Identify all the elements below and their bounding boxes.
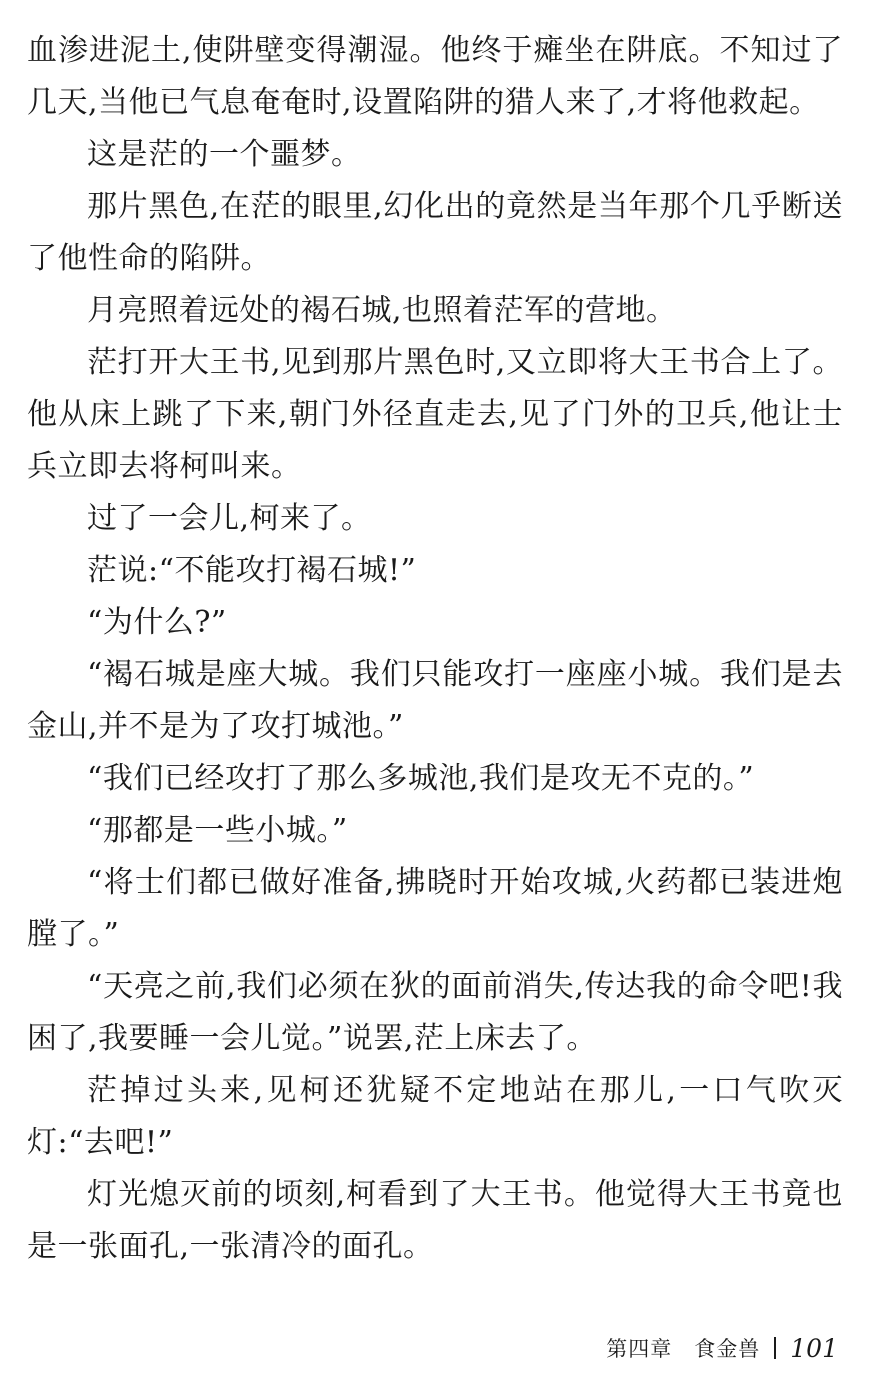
page-number: 101 xyxy=(790,1333,838,1363)
paragraph: “为什么?” xyxy=(87,605,227,640)
paragraph: “将士们都已做好准备,拂晓时开始攻城,火药都已装进炮膛了。” xyxy=(27,865,843,952)
paragraph: 那片黑色,在茫的眼里,幻化出的竟然是当年那个几乎断送了他性命的陷阱。 xyxy=(27,189,843,276)
paragraph: 茫打开大王书,见到那片黑色时,又立即将大王书合上了。他从床上跳了下来,朝门外径直走去,见了门外的卫兵,他让士兵立即去将柯叫来。 xyxy=(27,345,843,484)
paragraph: 这是茫的一个噩梦。 xyxy=(87,137,362,172)
paragraph: 茫掉过头来,见柯还犹疑不定地站在那儿,一口气吹灭灯:“去吧!” xyxy=(27,1073,843,1160)
paragraph: 灯光熄灭前的顷刻,柯看到了大王书。他觉得大王书竟也是一张面孔,一张清冷的面孔。 xyxy=(27,1177,843,1264)
paragraph: “我们已经攻打了那么多城池,我们是攻无不克的。” xyxy=(87,761,755,796)
paragraph: “褐石城是座大城。我们只能攻打一座座小城。我们是去金山,并不是为了攻打城池。” xyxy=(27,657,843,744)
paragraph: “天亮之前,我们必须在狄的面前消失,传达我的命令吧!我困了,我要睡一会儿觉。”说罢,茫上床去了。 xyxy=(27,969,843,1056)
paragraph: 茫说:“不能攻打褐石城!” xyxy=(87,553,417,588)
page-body xyxy=(27,25,843,1273)
paragraph: 过了一会儿,柯来了。 xyxy=(87,501,372,536)
paragraph: “那都是一些小城。” xyxy=(87,813,348,848)
chapter-title: 第四章 食金兽 xyxy=(606,1337,761,1361)
footer-divider xyxy=(774,1337,776,1359)
paragraph: 月亮照着远处的褐石城,也照着茫军的营地。 xyxy=(87,293,677,328)
paragraph-continued: 血渗进泥土,使阱壁变得潮湿。他终于瘫坐在阱底。不知过了几天,当他已气息奄奄时,设置陷阱的猎人来了,才将他救起。 xyxy=(27,33,843,120)
page-footer xyxy=(606,1333,838,1363)
